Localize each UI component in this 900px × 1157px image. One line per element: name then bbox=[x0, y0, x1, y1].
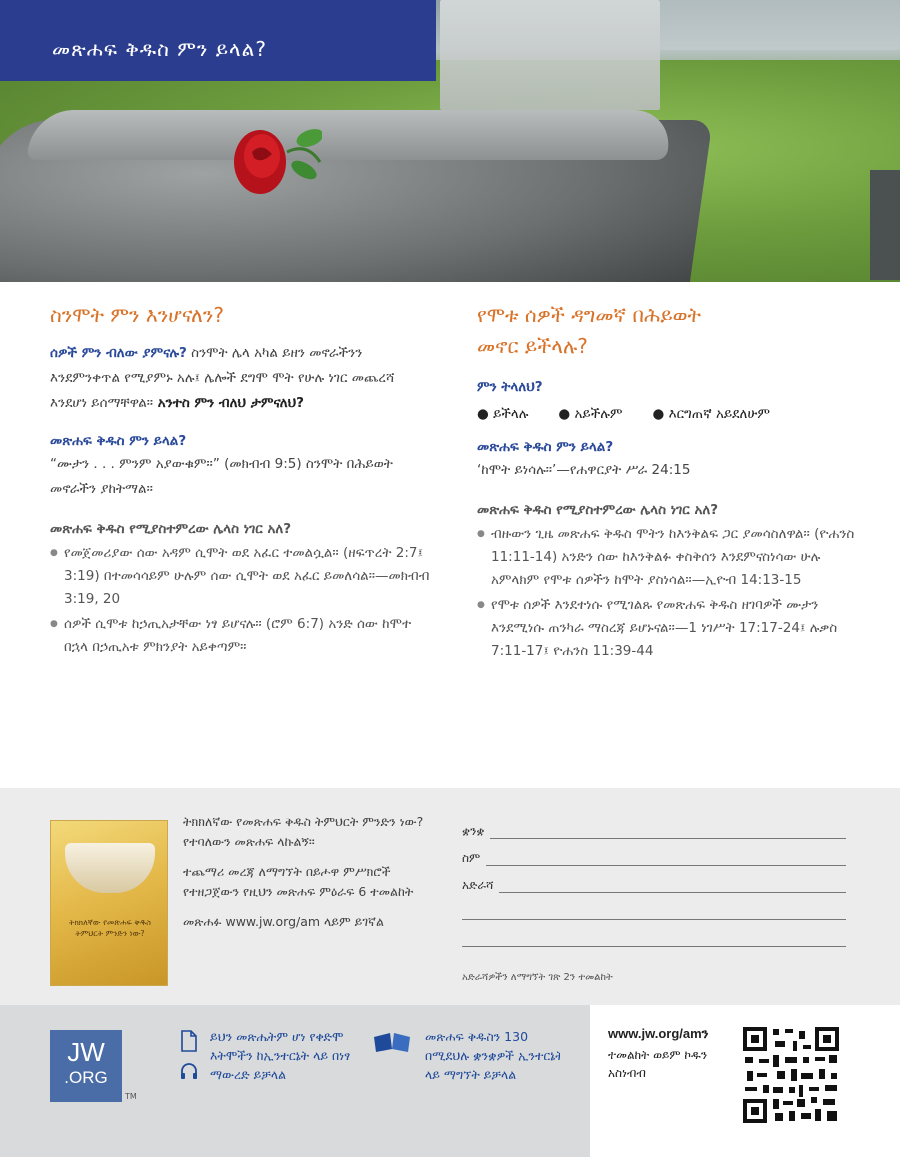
address-line-3[interactable] bbox=[462, 920, 846, 947]
right-bullet-list bbox=[477, 523, 857, 663]
choice-no: ● አይችሉም bbox=[558, 406, 623, 422]
right-heading-line1: የሞቱ ሰዎች ዳግመኛ በሕይወት bbox=[477, 303, 702, 327]
address-note: አድራሻዎችን ለማግኘት ገጽ 2ን ተመልከት bbox=[462, 972, 613, 983]
field-label: ቋንቋ bbox=[462, 824, 485, 838]
trademark: TM bbox=[125, 1092, 137, 1101]
field-label: ስም bbox=[462, 851, 481, 865]
headphones-icon bbox=[179, 1061, 199, 1081]
right-bible-text: ‘ከሞት ይነሳሉ።’—የሐዋርያት ሥራ 24:15 bbox=[477, 462, 691, 478]
left-intro bbox=[50, 341, 430, 416]
request-form bbox=[462, 812, 846, 947]
left-bullet-list bbox=[50, 542, 430, 659]
address-field[interactable] bbox=[462, 866, 846, 893]
background-headstone bbox=[440, 0, 660, 110]
page-title: መጽሐፍ ቅዱስ ምን ይላል? bbox=[52, 37, 267, 61]
choice-unsure: ● እርግጠኛ አይደለሁም bbox=[652, 406, 771, 422]
request-p3: መጽሐፉ www.jw.org/am ላይም ይገኛል bbox=[183, 914, 384, 929]
left-more-heading: መጽሐፍ ቅዱስ የሚያስተምረው ሌላስ ነገር አለ? bbox=[50, 521, 292, 537]
request-p1: ትክክለኛው የመጽሐፍ ቅዱስ ትምህርት ምንድን ነው? የተባለውን መጽሐፍ ላኩልኝ። bbox=[183, 814, 424, 849]
jw-org-logo[interactable] bbox=[50, 1030, 122, 1102]
qr-code[interactable] bbox=[733, 1019, 869, 1131]
request-text bbox=[183, 812, 448, 942]
headstone-right bbox=[870, 170, 900, 280]
opinion-choices bbox=[477, 406, 857, 422]
list-item: ● የመጀመሪያው ሰው አዳም ሲሞት ወደ አፈር ተመልሷል። (ዘፍጥረት 2:7፤ 3:19) በተመሳሳይም ሁሉም ሰው ሲሞት ወደ አፈር ይመለሳል።—መክብብ 3:19, 20 bbox=[50, 542, 430, 611]
red-rose-icon bbox=[232, 112, 322, 217]
scan-text: ተመልከት ወይም ኮዱን አስነብብ bbox=[608, 1048, 708, 1080]
headstone-top bbox=[26, 110, 673, 160]
intro-question: አንተስ ምን ብለህ ታምናለህ? bbox=[153, 395, 304, 411]
list-item: ● ብዙውን ጊዜ መጽሐፍ ቅዱስ ሞትን ከእንቅልፍ ጋር ያመሳስለዋል። (ዮሐንስ 11:11-14) አንድን ሰው ከእንቅልፉ ቀስቅሰን እንደምናስነሳው ሁሉ አምላክም የሞቱ ሰዎችን ከሞት ያስነሳል።—ኢዮብ 14:13-15 bbox=[477, 523, 857, 592]
bible-languages-text: መጽሐፍ ቅዱስን 130 በሚደህሉ ቋንቋዎች ኢንተርኔት ላይ ማግኘት ይቻላል bbox=[425, 1029, 564, 1082]
open-bible-image bbox=[65, 843, 155, 893]
title-banner bbox=[0, 0, 436, 81]
address-line-2[interactable] bbox=[462, 893, 846, 920]
left-heading: ስንሞት ምን እንሆናለን? bbox=[50, 303, 224, 327]
book-cover bbox=[50, 820, 168, 986]
right-bible-heading: መጽሐፍ ቅዱስ ምን ይላል? bbox=[477, 439, 614, 455]
left-column bbox=[50, 300, 430, 659]
language-field[interactable] bbox=[462, 812, 846, 839]
field-line[interactable] bbox=[486, 848, 846, 866]
name-field[interactable] bbox=[462, 839, 846, 866]
right-column bbox=[477, 300, 857, 663]
intro-lead: ሰዎች ምን ብለው ያምናሉ? bbox=[50, 345, 187, 361]
right-more-heading: መጽሐፍ ቅዱስ የሚያስተምረው ሌላስ ነገር አለ? bbox=[477, 502, 719, 518]
field-line[interactable] bbox=[462, 929, 846, 947]
footer-chevron bbox=[560, 1005, 590, 1157]
intro-text: ስንሞት ሌላ አካል ይዘን መኖራችንን እንደምንቀጥል የሚያምኑ አሉ፤ ሌሎች ደግሞ ሞት የሁሉ ነገር መጨረሻ እንደሆነ ይሰማቸዋል። bbox=[50, 345, 395, 411]
field-line[interactable] bbox=[462, 902, 846, 920]
request-p2: ተጨማሪ መረጃ ለማግኘት በይሖዋ ምሥክሮች የተዘጋጀውን የዚህን መጽሐፍ ምዕራፍ 6 ተመልከት bbox=[183, 864, 414, 899]
field-label: አድራሻ bbox=[462, 878, 494, 892]
website-url[interactable]: www.jw.org/amን bbox=[608, 1026, 709, 1041]
left-bible-heading: መጽሐፍ ቅዱስ ምን ይላል? bbox=[50, 433, 187, 449]
right-heading-line2: መኖር ይችላሉ? bbox=[477, 334, 588, 358]
choice-yes: ● ይችላሉ bbox=[477, 406, 529, 422]
open-bible-icon bbox=[372, 1031, 412, 1053]
field-line[interactable] bbox=[490, 821, 846, 839]
opinion-heading: ምን ትላለህ? bbox=[477, 379, 543, 395]
document-icon bbox=[180, 1030, 198, 1052]
field-line[interactable] bbox=[499, 875, 846, 893]
logo-line2: .ORG bbox=[64, 1068, 108, 1087]
book-cover-title: ትክክለኛው የመጽሐፍ ቅዱስ ትምህርት ምንድን ነው? bbox=[69, 918, 151, 938]
background-road bbox=[660, 0, 900, 50]
list-item: ● የሞቱ ሰዎች እንደተነሱ የሚገልጹ የመጽሐፍ ቅዱስ ዘገባዎች ሙታን እንደሚነሱ ጠንካራ ማስረጃ ይሆኑናል።—1 ነገሥት 17:17-24፤ ሉቃስ 7:11-17፤ ዮሐንስ 11:39-44 bbox=[477, 594, 857, 663]
download-text: ይህን መጽሔትም ሆነ የቀድሞ እትሞችን ከኢንተርኔት ላይ በነፃ ማውረድ ይቻላል bbox=[210, 1029, 351, 1082]
list-item: ● ሰዎች ሲሞቱ ከኃጢአታቸው ነፃ ይሆናሉ። (ሮም 6:7) አንድ ሰው ከሞተ በኋላ በኃጢአቱ ምክንያት አይቀጣም። bbox=[50, 613, 430, 659]
left-bible-text: “ሙታን . . . ምንም አያውቁም።” (መክብብ 9:5) ስንሞት በሕይወት መኖራችን ያከትማል። bbox=[50, 456, 393, 497]
logo-line1: JW bbox=[67, 1037, 105, 1067]
